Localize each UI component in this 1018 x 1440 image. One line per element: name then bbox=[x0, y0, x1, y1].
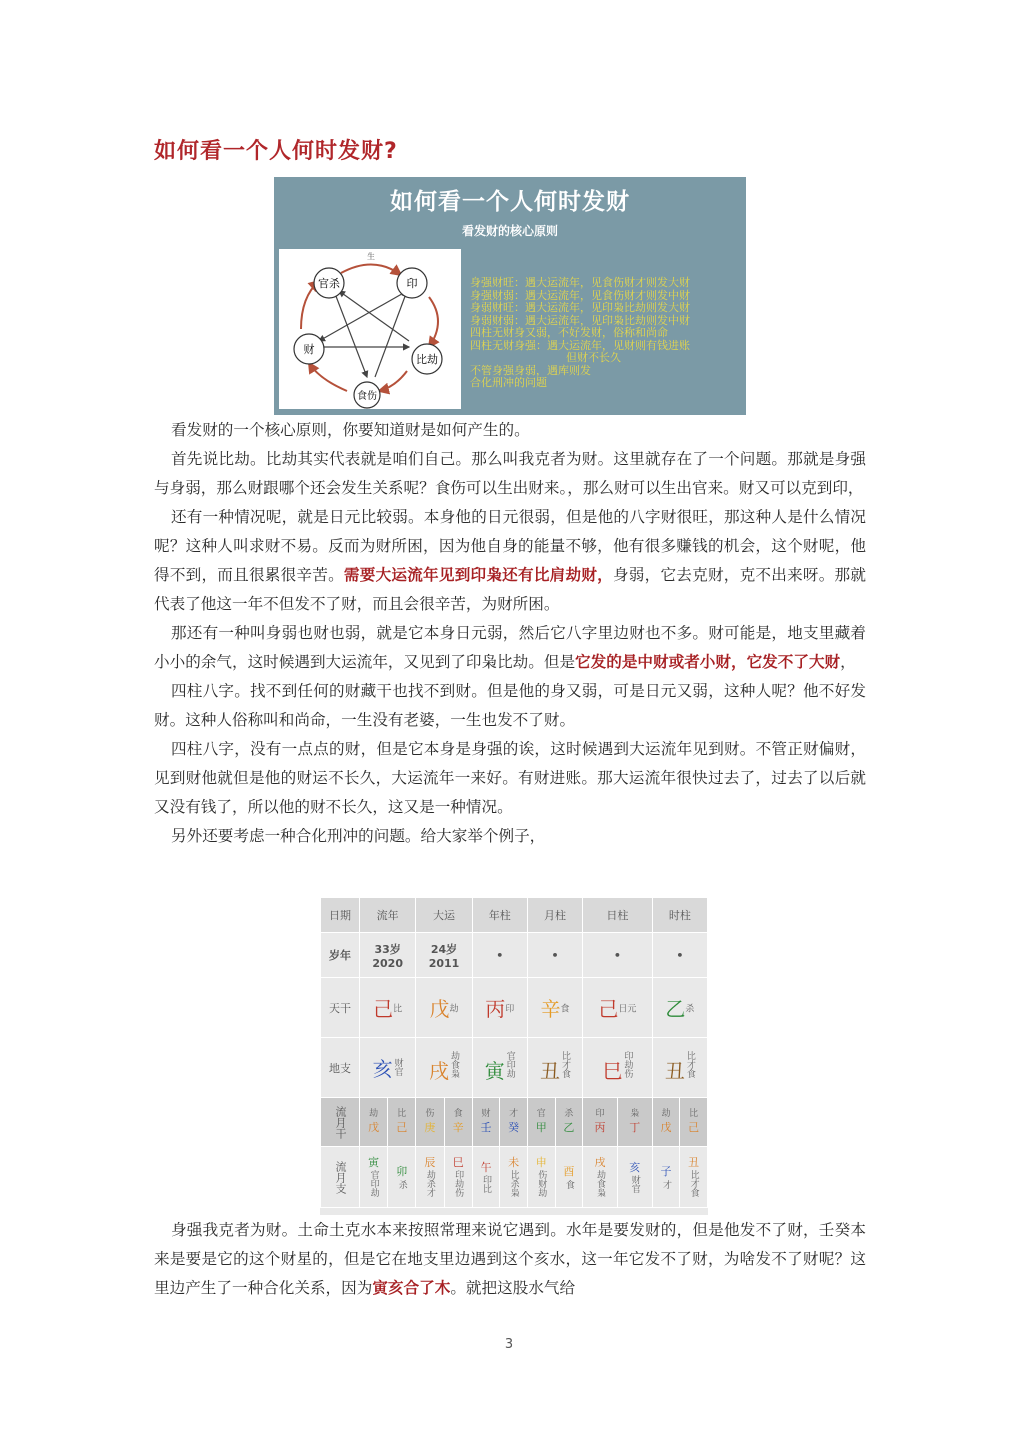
liuyue-gan-char: 戊 bbox=[368, 1121, 380, 1134]
node-bijie: 比劫 bbox=[416, 353, 438, 366]
liuyue-zhi-note: 官印劫 bbox=[368, 1170, 379, 1197]
liuyue-gan-shen: 劫 bbox=[661, 1109, 671, 1119]
paragraph: 四柱八字，没有一点点的财，但是它本身是身强的诶，这时候遇到大运流年见到财。不管正财偏财，见到财他就但是他的财运不长久，大运流年一来好。有财进账。那大运流年很快过去了，过去了以后就又没有钱了，所以他的财不长久，这又是一种情况。 bbox=[154, 740, 866, 816]
tiangan-cell bbox=[472, 978, 527, 1038]
liuyue-gan-shen: 才 bbox=[509, 1109, 519, 1119]
liuyue-gan-shen: 印 bbox=[595, 1109, 605, 1119]
tiangan-char: 乙 bbox=[665, 997, 686, 1021]
text-span: 还有一种情况呢，就是日元比较弱。本身他的日元很弱，但是他的八字财很旺，那这种人是什么情况呢？这种人叫求财不易。反而为财所困，因为他自身的能量不够，他有很多赚钱的机会，这个财呢，他得不到，而且很累很辛苦。 bbox=[154, 508, 866, 584]
bazi-header-row bbox=[321, 898, 708, 933]
tiangan-note: 食 bbox=[560, 1004, 570, 1015]
liuyue-zhi-note: 劫杀才 bbox=[424, 1170, 435, 1197]
liuyue-gan-shen: 劫 bbox=[369, 1109, 379, 1119]
paragraph: 另外还要考虑一种合化刑冲的问题。给大家举个例子， bbox=[171, 827, 546, 845]
liuyue-gan-cell bbox=[652, 1098, 680, 1147]
liuyue-zhi-cell bbox=[652, 1147, 680, 1208]
dizhi-char: 戌 bbox=[429, 1059, 450, 1083]
liuyue-gan-cell bbox=[500, 1098, 528, 1147]
rule-line: 四柱无财身强：遇大运流年，见财则有钱进账 bbox=[470, 338, 690, 352]
paragraph bbox=[154, 503, 866, 619]
age-cell: • bbox=[652, 933, 707, 978]
node-guansha: 官杀 bbox=[318, 277, 340, 290]
node-cai: 财 bbox=[303, 343, 315, 356]
tiangan-cell bbox=[583, 978, 653, 1038]
liuyue-gan-cell bbox=[360, 1098, 388, 1147]
banner-title: 如何看一个人何时发财 bbox=[390, 189, 630, 215]
liuyue-gan-char: 癸 bbox=[508, 1121, 520, 1134]
dizhi-cell bbox=[472, 1038, 527, 1098]
body-text-block-1 bbox=[154, 416, 866, 851]
liuyue-zhi-note: 劫食枭 bbox=[595, 1170, 606, 1197]
text-span: 那还有一种叫身弱也财也弱，就是它本身日元弱，然后它八字里边财也不多。财可能是，地支里藏着小小的余气，这时候遇到大运流年，又见到了印枭比劫。但是 bbox=[154, 624, 866, 671]
row-label: 流月干 bbox=[321, 1098, 360, 1147]
paragraph: 四柱八字。找不到任何的财藏干也找不到财。但是他的身又弱，可是日元又弱，这种人呢？他不好发财。这种人俗称叫和尚命，一生没有老婆，一生也发不了财。 bbox=[154, 682, 866, 729]
tiangan-cell bbox=[416, 978, 472, 1038]
liuyue-zhi-note: 印劫伤 bbox=[453, 1170, 464, 1197]
dizhi-cell bbox=[360, 1038, 416, 1098]
liuyue-zhi-note: 比杀枭 bbox=[508, 1170, 519, 1197]
liuyue-gan-shen: 比 bbox=[689, 1109, 699, 1119]
tiangan-char: 丙 bbox=[485, 997, 506, 1021]
age-cell: 24岁 2011 bbox=[416, 933, 472, 978]
liuyue-zhi-cell bbox=[472, 1147, 500, 1208]
liuyue-zhi-char: 未 bbox=[508, 1156, 520, 1169]
liuyue-gan-shen: 官 bbox=[536, 1109, 546, 1119]
tiangan-note: 印 bbox=[505, 1004, 515, 1015]
rule-line: 身弱财旺：遇大运流年，见印枭比劫则发大财 bbox=[470, 301, 690, 314]
liuyue-zhi-cell bbox=[583, 1147, 618, 1208]
dizhi-char: 丑 bbox=[540, 1059, 561, 1083]
liuyue-zhi-note: 比才食 bbox=[688, 1170, 699, 1197]
paragraph bbox=[154, 1216, 866, 1303]
paragraph: 看发财的一个核心原则，你要知道财是如何产生的。 bbox=[171, 421, 530, 439]
text-span: 。就把这股水气给 bbox=[450, 1279, 576, 1297]
highlight-text: 需要大运流年见到印枭还有比肩劫财， bbox=[343, 566, 613, 584]
row-label: 天干 bbox=[321, 978, 360, 1038]
rule-line: 身弱财弱：遇大运流年，见印枭比劫则发中财 bbox=[470, 313, 690, 327]
liuyue-gan-cell bbox=[472, 1098, 500, 1147]
liuyue-gan-shen: 杀 bbox=[564, 1109, 574, 1119]
liuyue-zhi-char: 申 bbox=[535, 1156, 547, 1169]
dizhi-cell bbox=[527, 1038, 582, 1098]
liuyue-zhi-note: 食 bbox=[563, 1179, 574, 1189]
liuyue-gan-cell bbox=[617, 1098, 652, 1147]
page-number: 3 bbox=[504, 1337, 514, 1352]
banner-subtitle: 看发财的核心原则 bbox=[461, 224, 558, 238]
liuyue-gan-cell bbox=[444, 1098, 472, 1147]
node-yin: 印 bbox=[406, 277, 418, 290]
tiangan-note: 杀 bbox=[685, 1004, 695, 1015]
liuyue-gan-char: 己 bbox=[688, 1121, 700, 1134]
dizhi-note: 财官 bbox=[392, 1058, 403, 1076]
tiangan-note: 日元 bbox=[618, 1004, 637, 1015]
liuyue-gan-shen: 食 bbox=[453, 1109, 463, 1119]
highlight-text: 它发的是中财或者小财，它发不了大财 bbox=[575, 653, 841, 671]
dizhi-char: 亥 bbox=[372, 1057, 393, 1081]
tiangan-note: 劫 bbox=[449, 1004, 459, 1015]
bazi-header-cell: 大运 bbox=[416, 898, 472, 933]
bazi-header-cell: 流年 bbox=[360, 898, 416, 933]
liuyue-zhi-cell bbox=[500, 1147, 528, 1208]
liuyue-gan-cell bbox=[527, 1098, 555, 1147]
dizhi-cell bbox=[583, 1038, 653, 1098]
liuyue-zhi-cell bbox=[444, 1147, 472, 1208]
liuyue-zhi-cell bbox=[416, 1147, 444, 1208]
liuyue-zhi-note: 印比 bbox=[480, 1174, 491, 1193]
liuyue-zhi-cell bbox=[680, 1147, 708, 1208]
liuyue-gan-cell bbox=[555, 1098, 583, 1147]
paragraph bbox=[154, 619, 866, 677]
liuyue-gan-char: 壬 bbox=[480, 1121, 492, 1134]
liuyue-zhi-cell bbox=[555, 1147, 583, 1208]
bazi-tiangan-row bbox=[321, 978, 708, 1038]
age-cell: • bbox=[527, 933, 582, 978]
dizhi-note: 劫食枭 bbox=[449, 1051, 460, 1078]
row-label: 岁年 bbox=[321, 933, 360, 978]
liuyue-gan-cell bbox=[388, 1098, 416, 1147]
tiangan-char: 己 bbox=[598, 997, 619, 1021]
dizhi-char: 巳 bbox=[602, 1059, 623, 1083]
liuyue-zhi-note: 财官 bbox=[629, 1174, 640, 1193]
dizhi-note: 官印劫 bbox=[504, 1051, 515, 1078]
liuyue-zhi-cell bbox=[388, 1147, 416, 1208]
bazi-header-cell: 日期 bbox=[321, 898, 360, 933]
liuyue-zhi-char: 辰 bbox=[424, 1156, 436, 1169]
text-span: 身强我克者为财。土命土克水本来按照常理来说它遇到。水年是要发财的，但是他发不了财，壬癸本来是要是它的这个财星的，但是它在地支里边遇到这个亥水，这一年它发不了财，为啥发不了财呢？这里边产生了一种合化关系，因为 bbox=[154, 1221, 866, 1297]
liuyue-zhi-note: 杀 bbox=[396, 1179, 407, 1189]
page-title: 如何看一个人何时发财? bbox=[154, 139, 398, 164]
liuyue-zhi-cell bbox=[527, 1147, 555, 1208]
liuyue-gan-char: 丁 bbox=[629, 1121, 641, 1134]
body-text-block-2 bbox=[154, 1216, 866, 1303]
liuyue-gan-cell bbox=[416, 1098, 444, 1147]
highlight-text: 寅亥合了木 bbox=[372, 1279, 451, 1297]
liuyue-gan-char: 甲 bbox=[535, 1121, 547, 1134]
rule-line: 不管身强身弱，遇库则发 bbox=[470, 363, 591, 377]
liuyue-zhi-char: 子 bbox=[660, 1164, 672, 1178]
bazi-liuyue-gan-row bbox=[321, 1098, 708, 1147]
row-label: 地支 bbox=[321, 1038, 360, 1098]
tiangan-char: 戊 bbox=[429, 997, 450, 1021]
rule-line: 合化刑冲的问题 bbox=[470, 376, 547, 389]
liuyue-zhi-char: 卯 bbox=[396, 1164, 408, 1178]
liuyue-gan-char: 戊 bbox=[660, 1121, 672, 1134]
tiangan-char: 己 bbox=[373, 997, 394, 1021]
age-cell: • bbox=[472, 933, 527, 978]
tiangan-note: 比 bbox=[393, 1004, 403, 1015]
dizhi-note: 比才食 bbox=[684, 1051, 695, 1078]
bazi-header-cell: 时柱 bbox=[652, 898, 707, 933]
liuyue-gan-char: 丙 bbox=[594, 1121, 606, 1134]
rule-line: 四柱无财身又弱，不好发财，俗称和尚命 bbox=[470, 326, 668, 339]
dizhi-char: 寅 bbox=[484, 1059, 505, 1083]
liuyue-zhi-char: 丑 bbox=[688, 1156, 700, 1169]
liuyue-gan-shen: 伤 bbox=[425, 1109, 435, 1119]
dizhi-cell bbox=[652, 1038, 707, 1098]
tiangan-cell bbox=[360, 978, 416, 1038]
liuyue-zhi-char: 巳 bbox=[452, 1156, 464, 1169]
age-cell: • bbox=[583, 933, 653, 978]
bazi-header-cell: 日柱 bbox=[583, 898, 653, 933]
liuyue-gan-char: 己 bbox=[396, 1121, 408, 1134]
liuyue-zhi-cell bbox=[617, 1147, 652, 1208]
tiangan-cell bbox=[652, 978, 707, 1038]
liuyue-gan-char: 乙 bbox=[563, 1121, 575, 1134]
dizhi-char: 丑 bbox=[664, 1059, 685, 1083]
principle-banner-image bbox=[274, 177, 746, 415]
bazi-liuyue-zhi-row bbox=[321, 1147, 708, 1208]
bazi-header-cell: 年柱 bbox=[472, 898, 527, 933]
age-cell: 33岁 2020 bbox=[360, 933, 416, 978]
text-span: ， bbox=[840, 653, 856, 671]
liuyue-gan-cell bbox=[583, 1098, 618, 1147]
bazi-header-cell: 月柱 bbox=[527, 898, 582, 933]
rule-line: 身强财弱：遇大运流年，见食伤财才则发中财 bbox=[470, 288, 690, 302]
liuyue-zhi-char: 酉 bbox=[563, 1164, 575, 1178]
liuyue-zhi-char: 午 bbox=[480, 1160, 492, 1174]
liuyue-gan-char: 庚 bbox=[424, 1121, 436, 1134]
rule-line: 身强财旺：遇大运流年，见食伤财才则发大财 bbox=[470, 276, 690, 289]
bazi-table bbox=[320, 897, 708, 1208]
bazi-dizhi-row bbox=[321, 1038, 708, 1098]
liuyue-zhi-char: 亥 bbox=[629, 1160, 641, 1174]
liuyue-gan-cell bbox=[680, 1098, 708, 1147]
bazi-chart-image bbox=[320, 897, 708, 1215]
five-element-diagram bbox=[279, 249, 461, 409]
liuyue-zhi-note: 才 bbox=[660, 1179, 671, 1189]
tiangan-char: 辛 bbox=[540, 997, 561, 1021]
bazi-age-row bbox=[321, 933, 708, 978]
node-shishang: 食伤 bbox=[357, 391, 377, 402]
text-span: 身弱，它去克财，克不出来呀。那就代表了他这一年不但发不了财，而且会很辛苦，为财所困。 bbox=[154, 566, 866, 613]
dizhi-note: 比才食 bbox=[560, 1051, 571, 1078]
row-label: 流月支 bbox=[321, 1147, 360, 1208]
liuyue-gan-char: 辛 bbox=[452, 1121, 464, 1134]
liuyue-gan-shen: 财 bbox=[481, 1109, 491, 1119]
liuyue-zhi-cell bbox=[360, 1147, 388, 1208]
dizhi-note: 印劫伤 bbox=[622, 1051, 633, 1078]
dizhi-cell bbox=[416, 1038, 472, 1098]
five-element-cycle-svg bbox=[279, 249, 461, 409]
liuyue-zhi-char: 戌 bbox=[594, 1156, 606, 1169]
principle-rules bbox=[470, 277, 742, 390]
liuyue-gan-shen: 比 bbox=[397, 1109, 407, 1119]
rule-line: 但财不长久 bbox=[566, 351, 621, 364]
tiangan-cell bbox=[527, 978, 582, 1038]
liuyue-zhi-char: 寅 bbox=[368, 1156, 380, 1169]
liuyue-zhi-note: 伤财劫 bbox=[536, 1170, 547, 1197]
paragraph: 首先说比劫。比劫其实代表就是咱们自己。那么叫我克者为财。这里就存在了一个问题。那就是身强与身弱，那么财跟哪个还会发生关系呢？食伤可以生出财来。，那么财可以生出官来。财又可以克到印， bbox=[154, 450, 866, 497]
liuyue-gan-shen: 枭 bbox=[630, 1109, 640, 1119]
arrow-label-sheng: 生 bbox=[367, 252, 375, 261]
